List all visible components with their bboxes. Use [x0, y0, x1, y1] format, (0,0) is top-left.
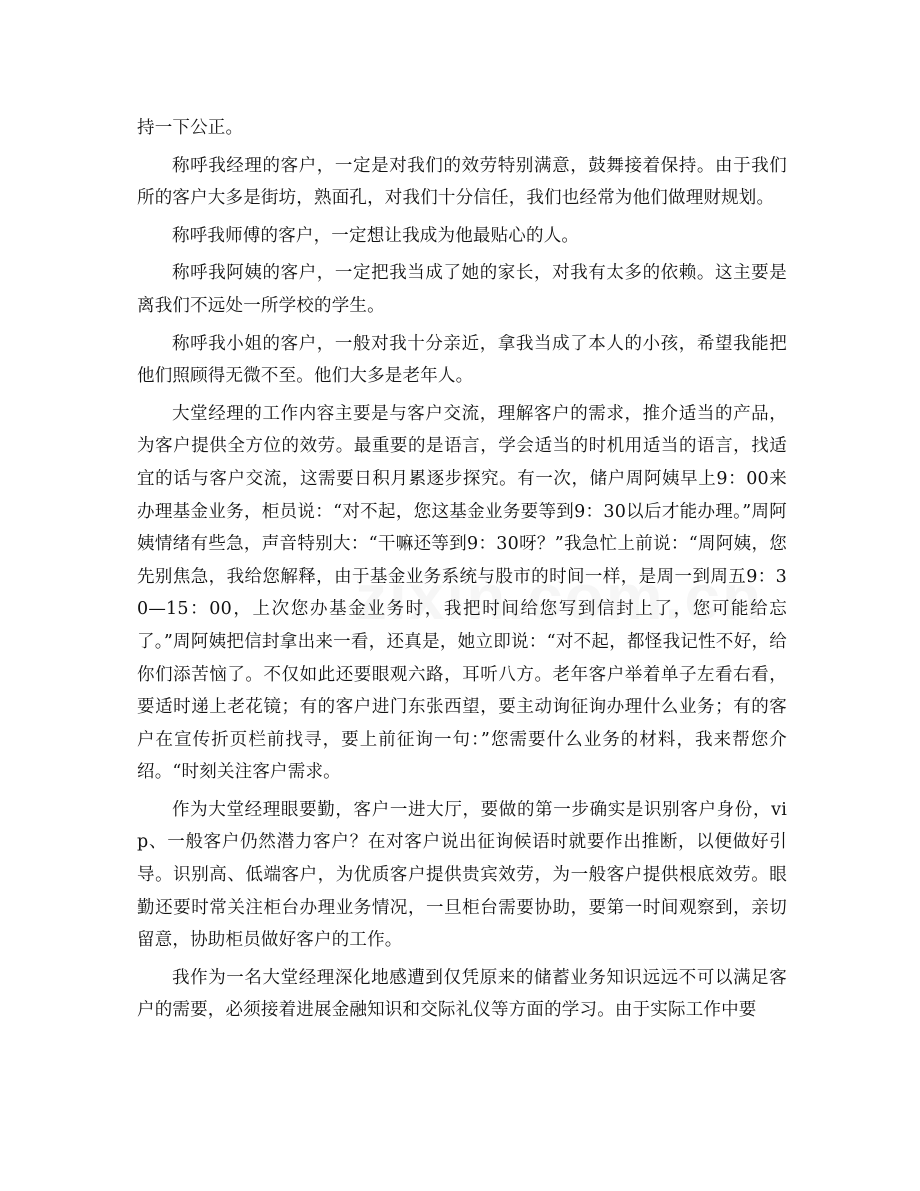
- paragraph-work-content: 大堂经理的工作内容主要是与客户交流，理解客户的需求，推介适当的产品，为客户提供全方位的效劳。最重要的是语言，学会适当的时机用适当的语言，找适宜的话与客户交流，这需要日积月累逐步探究。有一次，储户周阿姨早上9：00来办理基金业务，柜员说：“对不起，您这基金业务要等到9：30以后才能办理。”周阿姨情绪有些急，声音特别大：“干嘛还等到9：30呀？”我急忙上前说：“周阿姨，您先别焦急，我给您解释，由于基金业务系统与股市的时间一样，是周一到周五9：30—15：00，上次您办基金业务时，我把时间给您写到信封上了，您可能给忘了。”周阿姨把信封拿出来一看，还真是，她立即说：“对不起，都怪我记性不好，给你们添苦恼了。不仅如此还要眼观六路，耳听八方。老年客户举着单子左看右看，要适时递上老花镜；有的客户进门东张西望，要主动询征询办理什么业务；有的客户在宣传折页栏前找寻，要上前征询一句：”您需要什么业务的材料，我来帮您介绍。“时刻关注客户需求。: [137, 403, 787, 783]
- paragraph-master-title: 称呼我师傅的客户，一定想让我成为他最贴心的人。: [172, 225, 580, 246]
- paragraph-manager-title: 称呼我经理的客户，一定是对我们的效劳特别满意，鼓舞接着保持。由于我们所的客户大多是街坊，熟面孔，对我们十分信任，我们也经常为他们做理财规划。: [137, 155, 787, 209]
- paragraph-learning: 我作为一名大堂经理深化地感遭到仅凭原来的储蓄业务知识远远不可以满足客户的需要，必须接着进展金融知识和交际礼仪等方面的学习。由于实际工作中要: [137, 967, 787, 1021]
- paragraph-miss-title: 称呼我小姐的客户，一般对我十分亲近，拿我当成了本人的小孩，希望我能把他们照顾得无微不至。他们大多是老年人。: [137, 333, 787, 387]
- paragraph-continuation: 持一下公正。: [137, 118, 244, 138]
- document-body: [137, 112, 787, 1032]
- paragraph-diligent-eyes: 作为大堂经理眼要勤，客户一进大厅，要做的第一步确实是识别客户身份，vip、一般客户仍然潜力客户？在对客户说出征询候语时就要作出推断，以便做好引导。识别高、低端客户，为优质客户提供贵宾效劳，为一般客户提供根底效劳。眼勤还要时常关注柜台办理业务情况，一旦柜台需要协助，要第一时间观察到，亲切留意，协助柜员做好客户的工作。: [137, 799, 787, 951]
- paragraph-auntie-title: 称呼我阿姨的客户，一定把我当成了她的家长，对我有太多的依赖。这主要是离我们不远处一所学校的学生。: [137, 263, 787, 316]
